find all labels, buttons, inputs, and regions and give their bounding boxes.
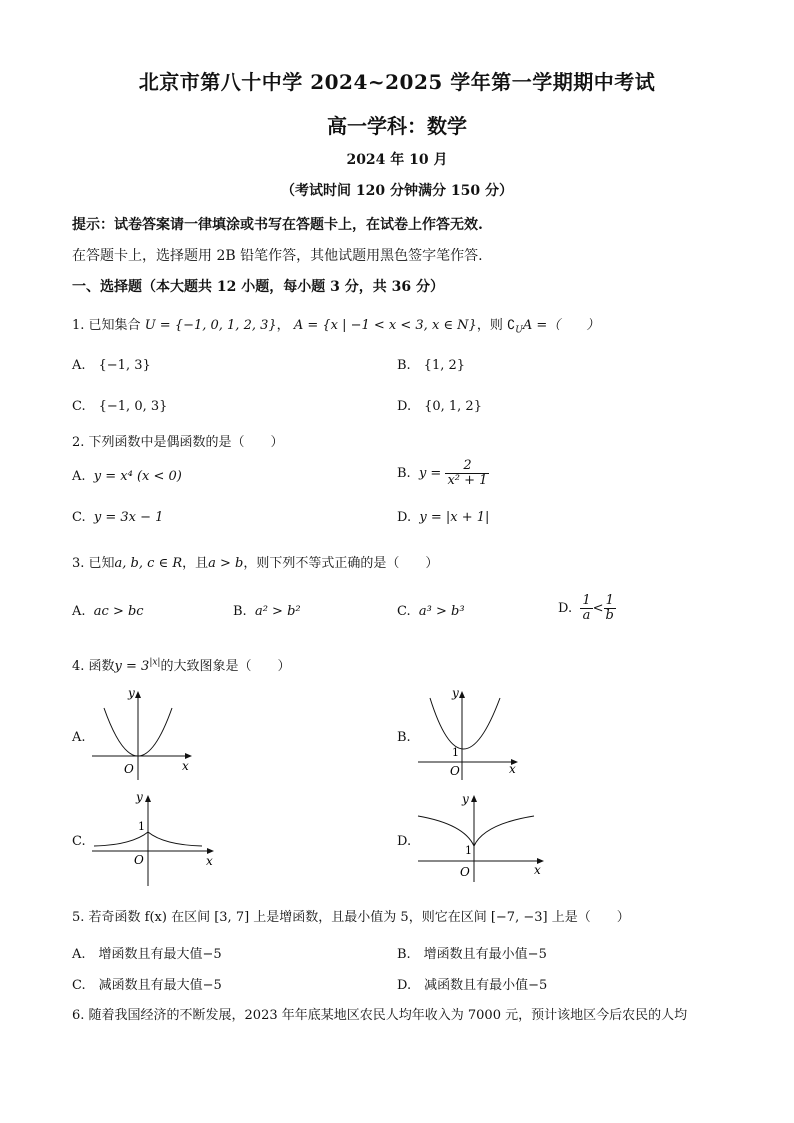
question-1-stem (72, 314, 599, 336)
q1-set-a: A = {x | −1 < x < 3, x ∈ N} (293, 318, 477, 333)
tip-line-2: 在答题卡上，选择题用 2B 铅笔作答，其他试题用黑色签字笔作答. (72, 248, 483, 264)
q2-option-d (397, 510, 489, 525)
q1-prefix: 1. 已知集合 (72, 318, 141, 333)
q3-c-expr: a³ > b³ (418, 604, 465, 619)
graph-b-one: 1 (452, 746, 459, 759)
q2-a-expr: y = x⁴ (x < 0) (93, 469, 182, 484)
q4-option-c-label: C. (72, 834, 86, 849)
q3-d-num-1: 1 (582, 593, 591, 608)
q3-d-den-1: a (582, 608, 591, 623)
q3-a-expr: ac > bc (93, 604, 144, 619)
q4-option-a-label: A. (72, 730, 86, 745)
q3-d-fraction-2 (604, 594, 616, 623)
q3-b-expr: a² > b² (254, 604, 301, 619)
q3-d-den-2: b (605, 608, 614, 623)
graph-b-x-label: x (509, 762, 516, 776)
graph-b-origin: O (450, 764, 460, 778)
q2-d-expr: y = |x + 1| (419, 510, 490, 525)
q1-set-u: U = {−1, 0, 1, 2, 3} (144, 318, 277, 333)
q3-d-op: < (592, 601, 604, 616)
q3-d-num-2: 1 (604, 594, 616, 609)
q1-tail2: A =（ ） (522, 318, 600, 333)
q3-option-c (397, 604, 465, 619)
q3-tail: ，则下列不等式正确的是（ ） (243, 556, 439, 571)
q5-option-a: A. 增函数且有最大值−5 (72, 947, 222, 962)
q3-d-label: D. (558, 601, 573, 616)
q4-expr: y = 3 (114, 659, 150, 674)
graph-a-x-label: x (182, 759, 189, 773)
q4-prefix: 4. 函数 (72, 659, 115, 674)
graph-a-y-label: y (128, 686, 135, 700)
graph-b-y-label: y (452, 686, 459, 700)
q3-cond: a > b (208, 556, 244, 571)
q2-b-label: B. (397, 466, 411, 481)
graph-c-x-label: x (206, 854, 213, 868)
q4-graph-d (414, 788, 548, 884)
graph-c-origin: O (134, 853, 144, 867)
q4-option-b-label: B. (397, 730, 411, 745)
q3-vars: a, b, c ∈ R (114, 556, 183, 571)
q1-tail-sub: U (515, 325, 523, 336)
q1-option-a: A. {−1, 3} (72, 358, 151, 373)
q2-c-expr: y = 3x − 1 (93, 510, 164, 525)
tip-line-1: 提示：试卷答案请一律填涂或书写在答题卡上，在试卷上作答无效. (72, 217, 483, 233)
q5-option-b: B. 增函数且有最小值−5 (397, 947, 547, 962)
q4-graph-a (88, 684, 200, 782)
graph-c-y-arrow (145, 795, 151, 802)
q4-graph-c (88, 788, 218, 888)
q2-option-c (72, 510, 163, 525)
q2-d-label: D. (397, 510, 412, 525)
q1-option-c: C. {−1, 0, 3} (72, 399, 168, 414)
q2-c-label: C. (72, 510, 86, 525)
section-1-heading: 一、选择题（本大题共 12 小题，每小题 3 分，共 36 分） (72, 279, 444, 295)
graph-b-curve (430, 698, 500, 749)
question-5-stem: 5. 若奇函数 f(x) 在区间 [3, 7] 上是增函数，且最小值为 5，则它在区间 [−7, −3] 上是（ ） (72, 910, 630, 925)
q1-tail: ，则 ∁ (476, 318, 516, 333)
graph-a-y-arrow (135, 691, 141, 698)
question-6-stem: 6. 随着我国经济的不断发展，2023 年年底某地区农民人均年收入为 7000 元，预计该地区今后农民的人均 (72, 1008, 688, 1023)
q3-b-label: B. (233, 604, 247, 619)
q4-exp: |x| (149, 657, 161, 668)
q4-graph-b (414, 684, 526, 782)
q5-option-d: D. 减函数且有最小值−5 (397, 978, 548, 993)
q2-a-label: A. (72, 469, 86, 484)
q3-a-label: A. (72, 604, 86, 619)
exam-date: 2024 年 10 月 (346, 152, 448, 168)
question-2-stem: 2. 下列函数中是偶函数的是（ ） (72, 435, 284, 450)
q3-option-b (233, 604, 301, 619)
graph-c-y-label: y (136, 790, 143, 804)
q3-mid: ，且 (182, 556, 209, 571)
q2-b-lhs: y = (418, 466, 442, 481)
q5-option-c: C. 减函数且有最大值−5 (72, 978, 222, 993)
q2-b-num: 2 (445, 459, 489, 474)
q2-b-fraction (445, 459, 489, 488)
graph-c-one: 1 (138, 820, 145, 833)
q3-option-a (72, 604, 144, 619)
graph-b-y-arrow (459, 691, 465, 698)
q4-tail: 的大致图象是（ ） (160, 659, 291, 674)
graph-d-origin: O (460, 865, 470, 879)
exam-time-note: （考试时间 120 分钟满分 150 分） (281, 183, 513, 199)
exam-subject: 高一学科：数学 (327, 114, 467, 138)
graph-d-y-arrow (471, 795, 477, 802)
q2-option-a (72, 469, 182, 484)
graph-d-one: 1 (465, 844, 472, 857)
q4-option-d-label: D. (397, 834, 412, 849)
graph-d-curve (418, 816, 534, 846)
exam-title: 北京市第八十中学 2024~2025 学年第一学期期中考试 (138, 70, 656, 94)
question-3-stem (72, 552, 438, 571)
q2-b-den: x² + 1 (447, 473, 488, 488)
graph-a-origin: O (124, 762, 134, 776)
graph-d-x-label: x (534, 863, 541, 877)
graph-d-y-label: y (462, 792, 469, 806)
question-4-stem (72, 655, 290, 674)
q1-sep: ， (276, 318, 290, 333)
q2-option-b (397, 459, 489, 488)
q3-d-fraction-1 (580, 594, 592, 623)
q3-option-d (558, 594, 616, 623)
q3-c-label: C. (397, 604, 411, 619)
q3-prefix: 3. 已知 (72, 556, 115, 571)
q1-option-b: B. {1, 2} (397, 358, 466, 373)
q1-option-d: D. {0, 1, 2} (397, 399, 482, 414)
